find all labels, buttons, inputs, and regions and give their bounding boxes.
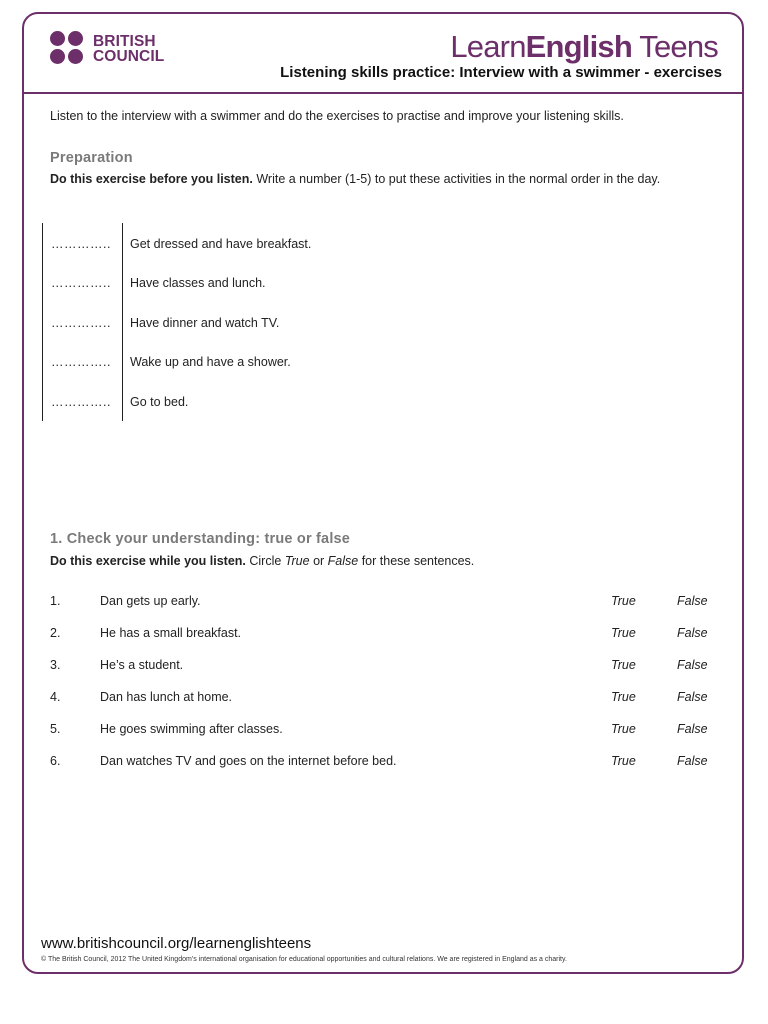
- preparation-instruction-rest: Write a number (1-5) to put these activities in the normal order in the day.: [252, 172, 661, 186]
- false-option[interactable]: False: [677, 690, 708, 704]
- british-council-dots-icon: [50, 31, 88, 67]
- british-council-logo: [50, 31, 164, 67]
- preparation-heading: Preparation: [50, 150, 133, 166]
- exercise1-heading: 1. Check your understanding: true or false: [50, 531, 351, 547]
- false-option[interactable]: False: [677, 594, 708, 608]
- preparation-instruction-bold: Do this exercise before you listen.: [50, 172, 253, 186]
- true-option[interactable]: True: [611, 690, 636, 704]
- instruction-true: True: [284, 554, 310, 568]
- true-option[interactable]: True: [611, 658, 636, 672]
- activity-text: Have classes and lunch.: [130, 276, 266, 290]
- activity-text: Get dressed and have breakfast.: [130, 237, 312, 251]
- item-number: 1.: [50, 594, 61, 608]
- brand-english: English: [525, 29, 633, 64]
- false-option[interactable]: False: [677, 754, 708, 768]
- logo-line-1: BRITISH: [93, 33, 156, 50]
- answer-blank[interactable]: …………..: [51, 316, 111, 330]
- preparation-instruction: [50, 170, 720, 188]
- exercise1-instruction: [50, 552, 720, 570]
- item-number: 4.: [50, 690, 61, 704]
- item-number: 2.: [50, 626, 61, 640]
- header-divider: [24, 92, 744, 94]
- preparation-row: [42, 316, 472, 336]
- activity-text: Have dinner and watch TV.: [130, 316, 280, 330]
- instruction-part: or: [309, 554, 328, 568]
- logo-line-2: COUNCIL: [93, 48, 165, 65]
- true-false-row: [50, 594, 730, 614]
- intro-text: Listen to the interview with a swimmer and do the exercises to practise and improve your listening skills.: [50, 109, 624, 123]
- true-false-row: [50, 722, 730, 742]
- statement-text: He goes swimming after classes.: [100, 722, 283, 736]
- answer-blank[interactable]: …………..: [51, 355, 111, 369]
- preparation-row: [42, 276, 472, 296]
- brand-learn: Learn: [450, 29, 526, 64]
- preparation-row: [42, 355, 472, 375]
- statement-text: Dan has lunch at home.: [100, 690, 233, 704]
- true-option[interactable]: True: [611, 754, 636, 768]
- true-option[interactable]: True: [611, 626, 636, 640]
- item-number: 3.: [50, 658, 61, 672]
- answer-blank[interactable]: …………..: [51, 276, 111, 290]
- activity-text: Go to bed.: [130, 395, 189, 409]
- statement-text: Dan watches TV and goes on the internet before bed.: [100, 754, 397, 768]
- statement-text: He’s a student.: [100, 658, 184, 672]
- false-option[interactable]: False: [677, 722, 708, 736]
- true-false-row: [50, 626, 730, 646]
- instruction-part: Circle: [245, 554, 285, 568]
- preparation-row: [42, 395, 472, 415]
- false-option[interactable]: False: [677, 626, 708, 640]
- true-false-row: [50, 658, 730, 678]
- true-false-row: [50, 754, 730, 774]
- true-false-row: [50, 690, 730, 710]
- exercise1-instruction-bold: Do this exercise while you listen.: [50, 554, 246, 568]
- answer-blank[interactable]: …………..: [51, 395, 111, 409]
- true-option[interactable]: True: [611, 594, 636, 608]
- activity-text: Wake up and have a shower.: [130, 355, 291, 369]
- brand-teens: Teens: [632, 29, 718, 64]
- statement-text: He has a small breakfast.: [100, 626, 242, 640]
- true-option[interactable]: True: [611, 722, 636, 736]
- statement-text: Dan gets up early.: [100, 594, 201, 608]
- page-title: Listening skills practice: Interview with a swimmer - exercises: [280, 64, 722, 81]
- answer-blank[interactable]: …………..: [51, 237, 111, 251]
- preparation-table: [42, 223, 472, 421]
- preparation-row: [42, 237, 472, 257]
- instruction-part: for these sentences.: [358, 554, 475, 568]
- false-option[interactable]: False: [677, 658, 708, 672]
- instruction-false: False: [327, 554, 359, 568]
- footer-url[interactable]: www.britishcouncil.org/learnenglishteens: [41, 935, 312, 952]
- item-number: 5.: [50, 722, 61, 736]
- learnenglish-teens-logo: [450, 29, 718, 65]
- footer-copyright: © The British Council, 2012 The United Kingdom’s international organisation for educational opportunities and cultural relations. We are registered in England as a charity.: [41, 956, 567, 963]
- item-number: 6.: [50, 754, 61, 768]
